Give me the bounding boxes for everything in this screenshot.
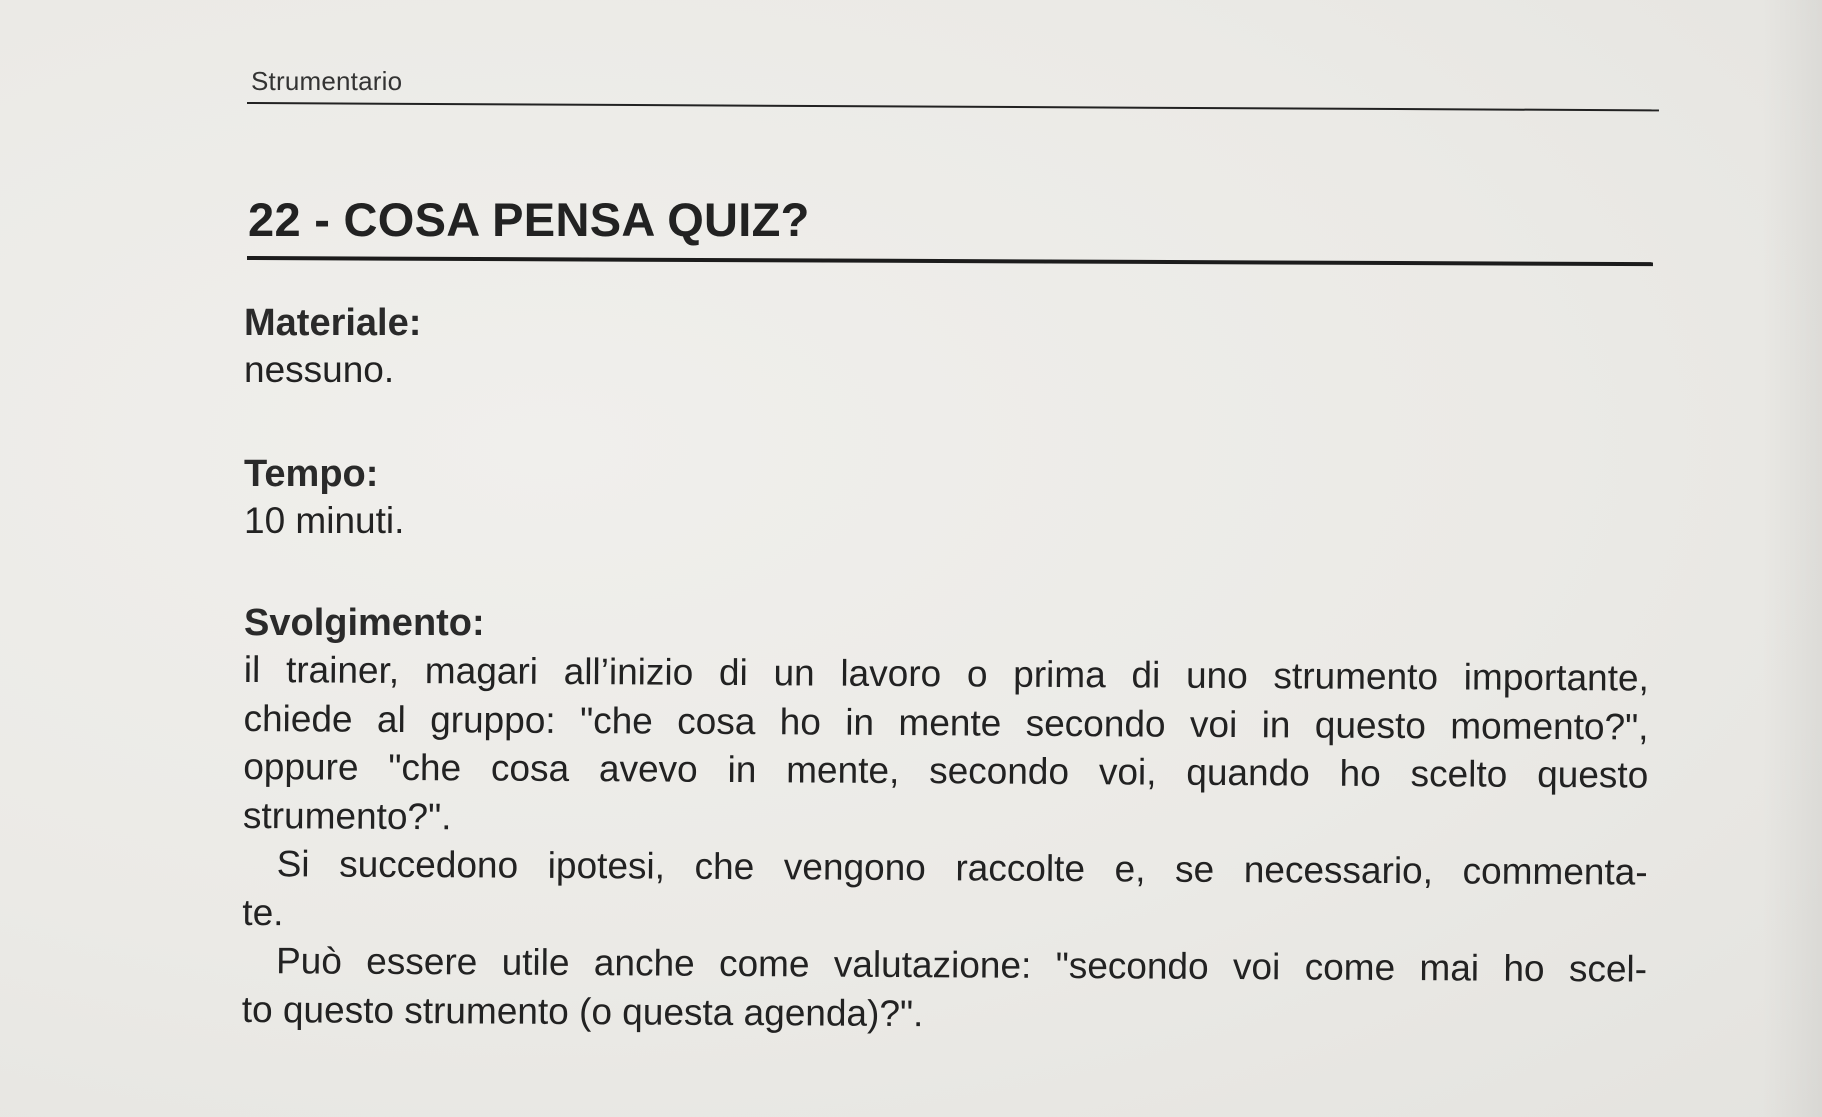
text-line: il trainer, magari all’inizio di un lavoro o prima di uno strumento importante,	[243, 648, 1649, 699]
header-rule	[247, 102, 1659, 111]
text-line: strumento?".	[242, 794, 452, 837]
text-line: to questo strumento (o questa agenda)?".	[241, 988, 924, 1034]
page-edge-shadow	[1762, 0, 1822, 1117]
tempo-value: 10 minuti.	[244, 500, 405, 541]
text-line: Si succedono ipotesi, che vengono raccolte e, se necessario, commenta-	[276, 843, 1648, 893]
paragraph-3	[242, 937, 1648, 1043]
text-line: oppure "che cosa avevo in mente, secondo voi, quando ho scelto questo	[243, 745, 1649, 796]
tempo-label: Tempo:	[244, 453, 379, 495]
paragraph-2	[242, 840, 1648, 946]
section-title: 22 - COSA PENSA QUIZ?	[248, 193, 810, 246]
paragraph-1	[243, 646, 1649, 849]
svolgimento-section	[241, 600, 1649, 1034]
running-header: Strumentario	[251, 66, 403, 96]
svolgimento-body	[242, 646, 1649, 1043]
materiale-value: nessuno.	[244, 349, 395, 390]
materiale-section	[244, 300, 1644, 394]
text-line: te.	[242, 891, 284, 933]
text-line: Può essere utile anche come valutazione: "secondo voi come mai ho scel-	[275, 940, 1648, 990]
materiale-label: Materiale:	[244, 302, 422, 344]
svolgimento-label: Svolgimento:	[244, 602, 485, 644]
tempo-section	[244, 451, 1644, 545]
text-line: chiede al gruppo: "che cosa ho in mente secondo voi in questo momento?",	[243, 697, 1649, 748]
title-underline	[247, 256, 1653, 266]
